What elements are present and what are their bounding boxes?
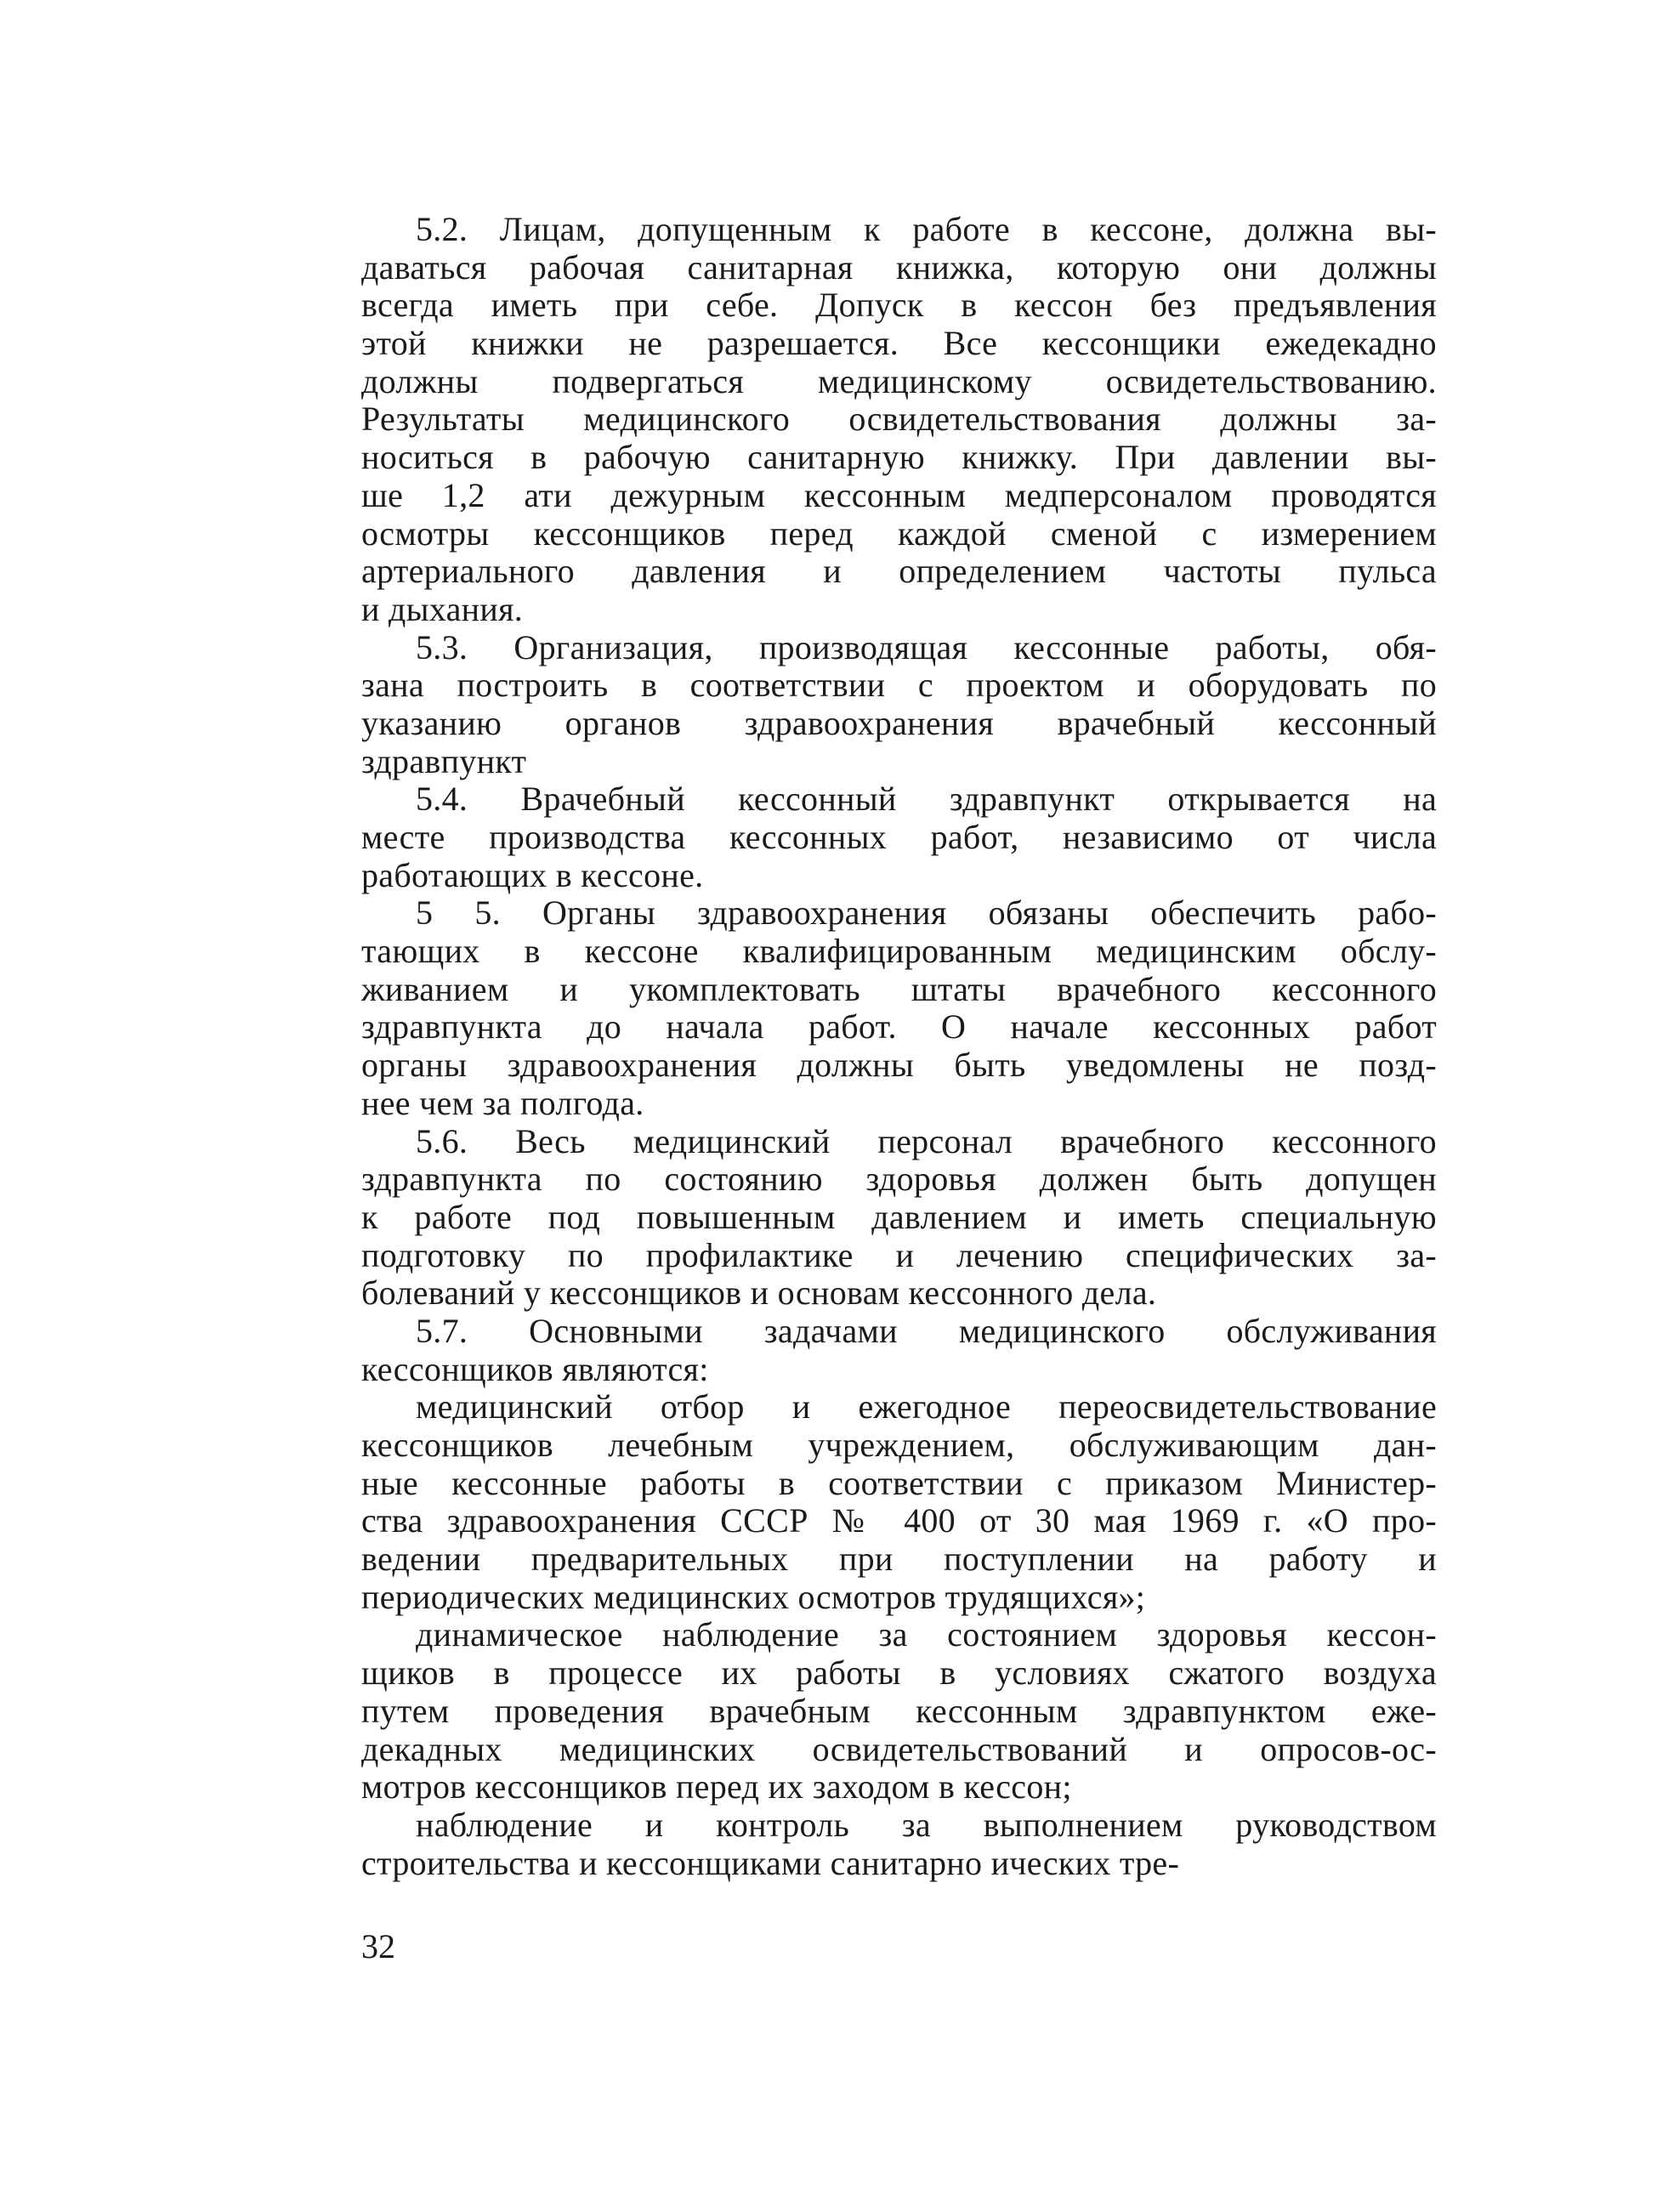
paragraph-p-5-5 [361,894,1437,1122]
text-line: осмотры кессонщиков перед каждой сменой с измерением [361,513,1437,553]
paragraph-p-5-7-c [361,1806,1437,1882]
text-line: кессонщиков лечебным учреждением, обслуживающим дан- [361,1426,1437,1464]
text-line: должны подвергаться медицинскому освидетельствованию. [361,361,1437,400]
paragraph-p-5-7 [361,1313,1437,1388]
text-line: органы здравоохранения должны быть уведомлены не позд- [361,1046,1437,1085]
paragraph-p-5-2 [361,211,1437,629]
text-line: путем проведения врачебным кессонным здравпунктом еже- [361,1691,1437,1730]
text-line: подготовку по профилактике и лечению специфических за- [361,1235,1437,1274]
page-number: 32 [361,1927,395,1965]
text-line: нее чем за полгода. [361,1083,644,1122]
text-line: декадных медицинских освидетельствований и опросов-ос- [361,1729,1437,1768]
text-line: кессонщиков являются: [361,1349,709,1388]
text-line: 5 5. Органы здравоохранения обязаны обеспечить рабо- [416,893,1437,933]
text-line: здравпункт [361,741,527,780]
text-line: строительства и кессонщиками санитарно ических тре- [361,1843,1180,1882]
text-line: здравпункта по состоянию здоровья должен быть допущен [361,1160,1437,1199]
paragraph-p-5-3 [361,629,1437,781]
text-line: ше 1,2 ати дежурным кессонным медперсоналом проводятся [361,475,1437,514]
text-line: месте производства кессонных работ, независимо от числа [361,818,1437,856]
text-line: и дыхания. [361,589,524,628]
text-line: периодических медицинских осмотров трудящихся»; [361,1577,1146,1616]
text-line: ные кессонные работы в соответствии с приказом Министер- [361,1463,1437,1502]
body-text [361,211,1437,1882]
text-line: щиков в процессе их работы в условиях сжатого воздуха [361,1653,1437,1693]
text-line: артериального давления и определением частоты пульса [361,552,1437,591]
paragraph-p-5-4 [361,780,1437,894]
text-line: носиться в рабочую санитарную книжку. При давлении вы- [361,438,1437,477]
text-line: динамическое наблюдение за состоянием здоровья кессон- [416,1615,1437,1654]
text-line: 5.6. Весь медицинский персонал врачебного кессонного [416,1121,1437,1160]
text-line: мотров кессонщиков перед их заходом в кессон; [361,1767,1072,1806]
text-line: этой книжки не разрешается. Все кессонщики ежедекадно [361,324,1437,363]
text-line: 5.3. Организация, производящая кессонные работы, обя- [416,627,1437,666]
text-line: зана построить в соответствии с проектом и оборудовать по [361,666,1437,705]
paragraph-p-5-7-a [361,1388,1437,1616]
text-line: ства здравоохранения СССР № 400 от 30 мая 1969 г. «О про- [361,1501,1437,1540]
text-line: 5.7. Основными задачами медицинского обслуживания [416,1311,1437,1350]
text-line: даваться рабочая санитарная книжка, которую они должны [361,247,1437,286]
text-line: медицинский отбор и ежегодное переосвидетельствование [416,1387,1437,1426]
paragraph-p-5-7-b [361,1616,1437,1806]
text-line: к работе под повышенным давлением и иметь специальную [361,1197,1437,1236]
text-line: живанием и укомплектовать штаты врачебного кессонного [361,969,1437,1008]
text-line: тающих в кессоне квалифицированным медицинским обслу- [361,932,1437,971]
text-line: работающих в кессоне. [361,855,704,894]
text-line: всегда иметь при себе. Допуск в кессон без предъявления [361,286,1437,325]
text-line: здравпункта до начала работ. О начале кессонных работ [361,1007,1437,1046]
text-line: 5.4. Врачебный кессонный здравпункт открывается на [416,780,1437,819]
text-line: наблюдение и контроль за выполнением руководством [416,1805,1437,1844]
paragraph-p-5-6 [361,1123,1437,1313]
text-line: указанию органов здравоохранения врачебный кессонный [361,703,1437,742]
text-line: ведении предварительных при поступлении на работу и [361,1540,1437,1579]
text-line: 5.2. Лицам, допущенным к работе в кессоне, должна вы- [416,210,1437,248]
text-line: Результаты медицинского освидетельствования должны за- [361,400,1437,439]
text-line: болеваний у кессонщиков и основам кессонного дела. [361,1273,1157,1313]
